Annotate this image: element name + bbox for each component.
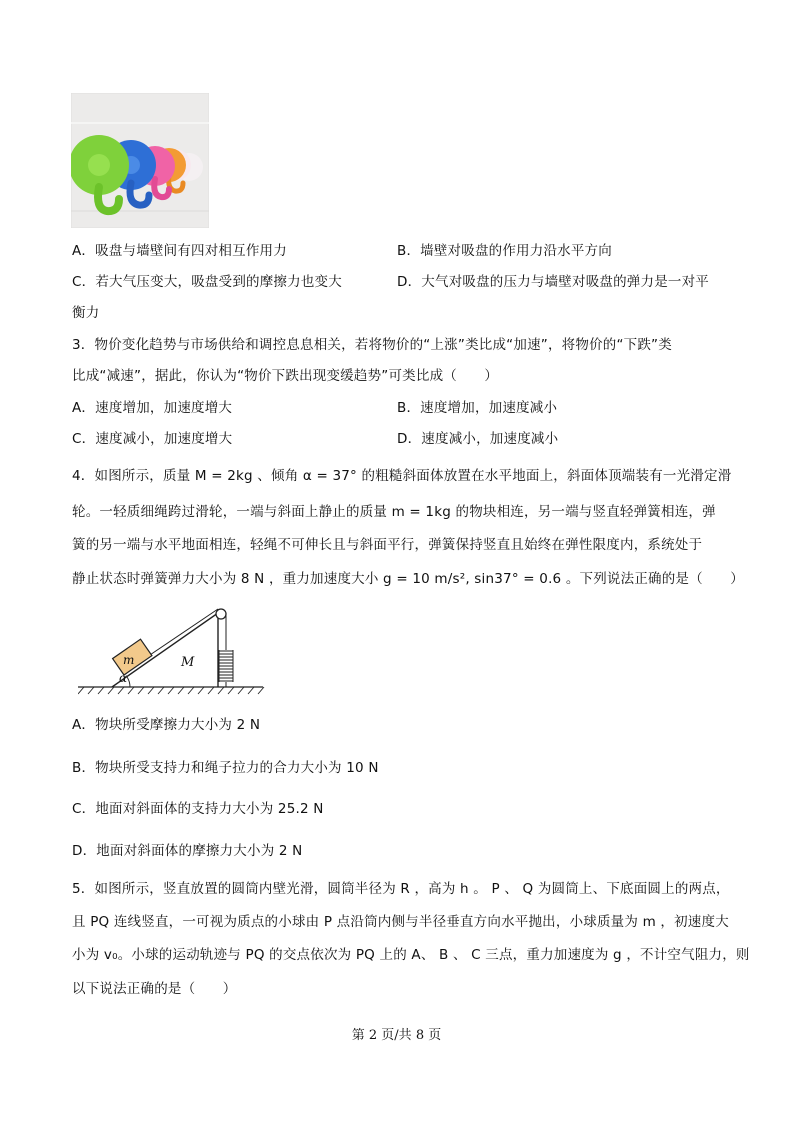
q2-option-c: C．若大气压变大，吸盘受到的摩擦力也变大 xyxy=(72,274,342,290)
q4-option-b: B．物块所受支持力和绳子拉力的合力大小为 10 N xyxy=(72,760,379,776)
fig-label-m: m xyxy=(123,653,135,667)
q2-option-d-cont: 衡力 xyxy=(72,305,100,321)
q4-stem-line4: 静止状态时弹簧弹力大小为 8 N ，重力加速度大小 g = 10 m/s², sin37° = 0.6 。下列说法正确的是（ ） xyxy=(72,571,744,587)
fig-label-alpha: α xyxy=(119,671,128,685)
q4-stem-line1: 4．如图所示，质量 M = 2kg 、倾角 α = 37° 的粗糙斜面体放置在水平地面上，斜面体顶端装有一光滑定滑 xyxy=(72,468,732,484)
q3-stem-line1: 3．物价变化趋势与市场供给和调控息息相关，若将物价的“上涨”类比成“加速”，将物价的“下跌”类 xyxy=(72,337,672,353)
q3-option-a: A．速度增加，加速度增大 xyxy=(72,400,233,416)
page-number-footer: 第 2 页/共 8 页 xyxy=(351,1028,442,1043)
q4-option-c: C．地面对斜面体的支持力大小为 25.2 N xyxy=(72,801,324,817)
q3-option-d: D．速度减小，加速度减小 xyxy=(397,431,559,447)
q5-stem-line1: 5．如图所示，竖直放置的圆筒内壁光滑，圆筒半径为 R ，高为 h 。 P 、 Q 为圆筒上、下底面圆上的两点， xyxy=(72,881,730,897)
q5-stem-line2: 且 PQ 连线竖直，一可视为质点的小球由 P 点沿筒内侧与半径垂直方向水平抛出，小球质量为 m ，初速度大 xyxy=(72,914,729,930)
q4-option-a: A．物块所受摩擦力大小为 2 N xyxy=(72,717,261,733)
q3-option-c: C．速度减小，加速度增大 xyxy=(72,431,233,447)
q2-option-d: D．大气对吸盘的压力与墙壁对吸盘的弹力是一对平 xyxy=(397,274,709,290)
q2-option-b: B．墙壁对吸盘的作用力沿水平方向 xyxy=(397,243,612,259)
q4-stem-line2: 轮。一轻质细绳跨过滑轮，一端与斜面上静止的质量 m = 1kg 的物块相连，另一端与竖直轻弹簧相连，弹 xyxy=(72,504,716,520)
fig-label-M: M xyxy=(181,655,195,670)
incline-pulley-spring-figure xyxy=(78,605,268,695)
q3-option-b: B．速度增加，加速度减小 xyxy=(397,400,558,416)
q5-stem-line3: 小为 v₀。小球的运动轨迹与 PQ 的交点依次为 PQ 上的 A、 B 、 C 三点，重力加速度为 g ，不计空气阻力，则 xyxy=(72,947,750,963)
suction-hooks-photo xyxy=(71,93,209,228)
q3-stem-line2: 比成“减速”，据此，你认为“物价下跌出现变缓趋势”可类比成（ ） xyxy=(72,368,499,384)
q2-option-a: A．吸盘与墙壁间有四对相互作用力 xyxy=(72,243,287,259)
q5-stem-line4: 以下说法正确的是（ ） xyxy=(72,981,237,997)
q4-stem-line3: 簧的另一端与水平地面相连，轻绳不可伸长且与斜面平行，弹簧保持竖直且始终在弹性限度内，系统处于 xyxy=(72,537,703,553)
q4-option-d: D．地面对斜面体的摩擦力大小为 2 N xyxy=(72,843,303,859)
